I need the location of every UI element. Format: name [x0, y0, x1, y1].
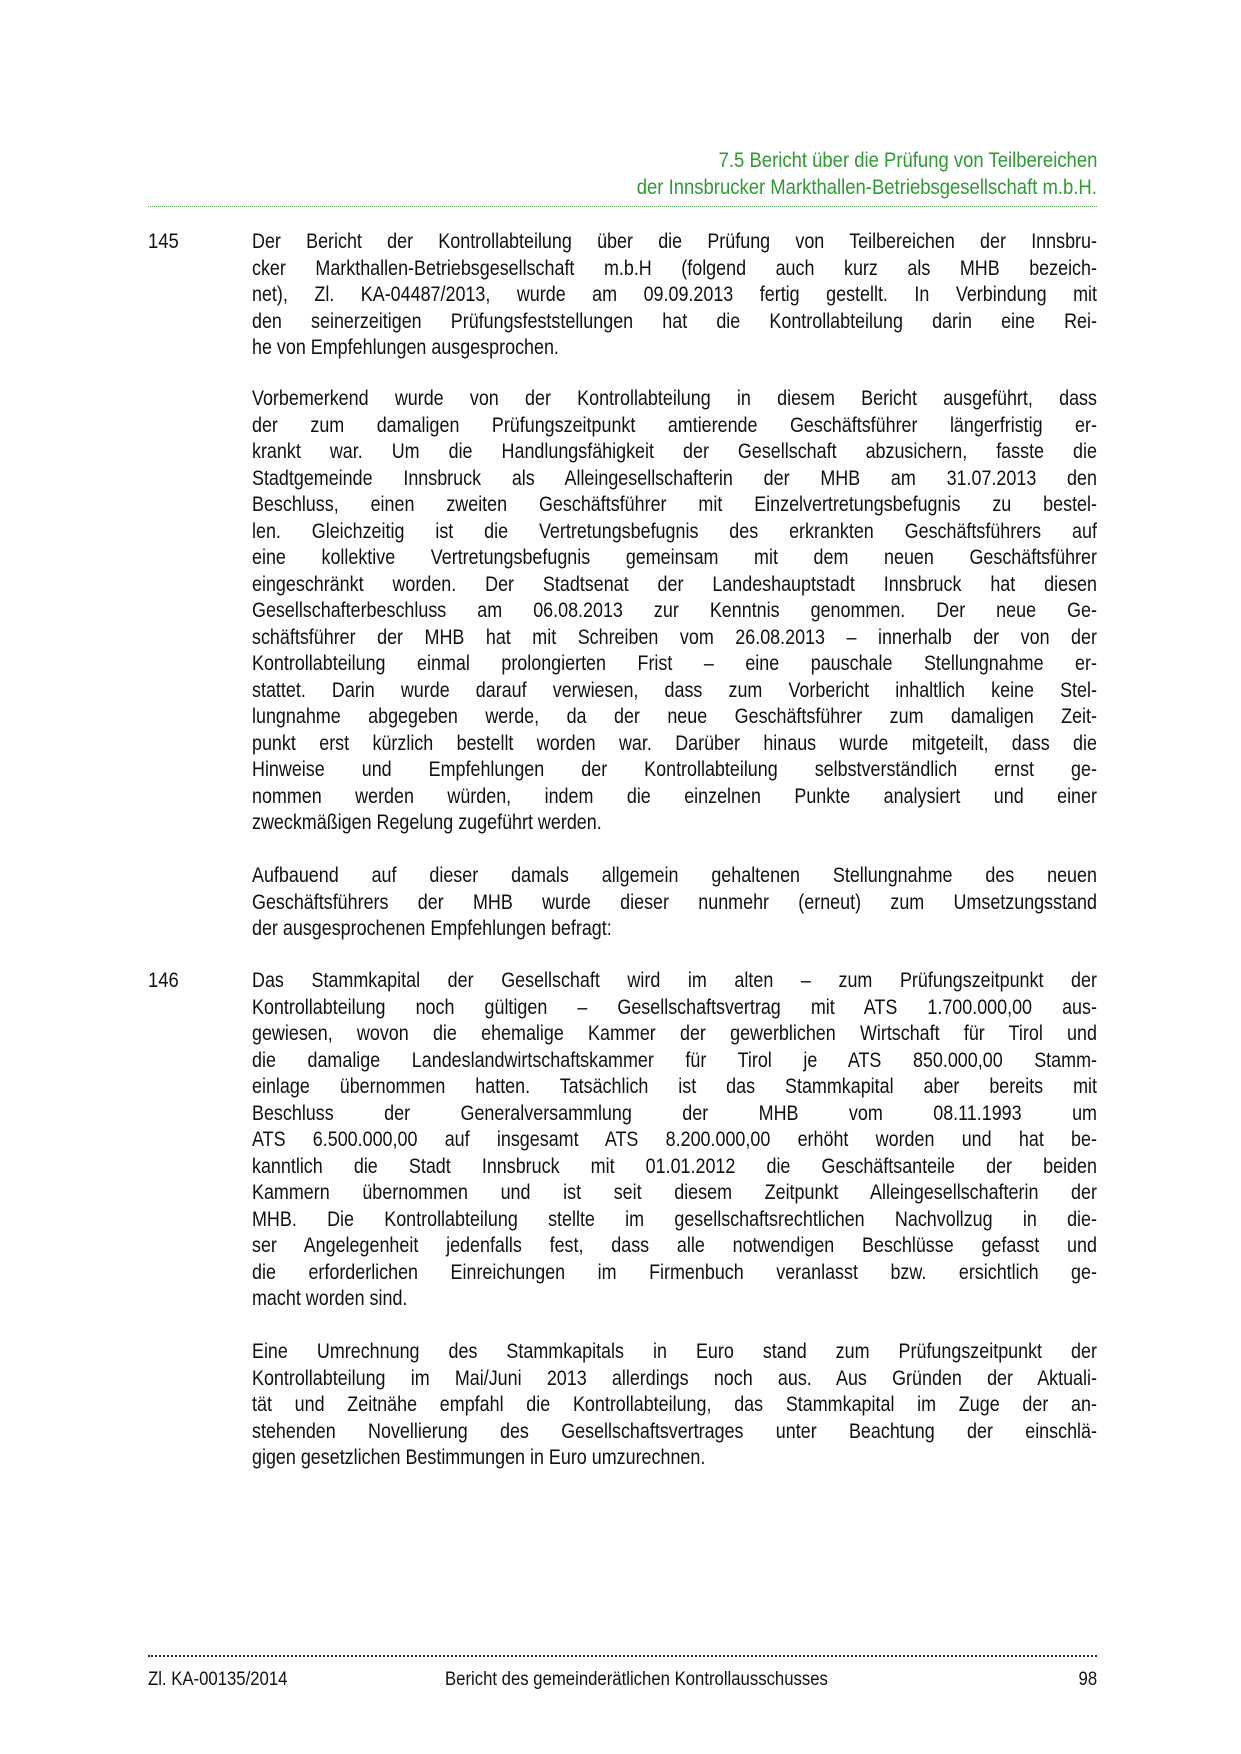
paragraph-number: 145 [148, 230, 179, 253]
text-line: he von Empfehlungen ausgesprochen. [252, 336, 559, 359]
section-heading-line-2: der Innsbrucker Markthallen-Betriebsgesellschaft m.b.H. [636, 176, 1097, 199]
text-line: schäftsführer der MHB hat mit Schreiben vom 26.08.2013 – innerhalb der von der [252, 625, 1097, 649]
text-line: Beschluss, einen zweiten Geschäftsführer mit Einzelvertretungsbefugnis zu bestel- [252, 493, 1097, 516]
text-line: Kammern übernommen und ist seit diesem Zeitpunkt Alleingesellschafterin der [252, 1181, 1097, 1204]
text-line: der ausgesprochenen Empfehlungen befragt: [252, 917, 612, 940]
paragraph [252, 229, 1097, 362]
text-line: MHB. Die Kontrollabteilung stellte im gesellschaftsrechtlichen Nachvollzug in die- [252, 1207, 1097, 1231]
text-line: Gesellschafterbeschluss am 06.08.2013 zur Kenntnis genommen. Der neue Ge- [252, 599, 1097, 622]
text-line: stattet. Darin wurde darauf verwiesen, dass zum Vorbericht inhaltlich keine Stel- [252, 678, 1097, 702]
header-divider [148, 206, 1097, 207]
text-line: Stadtgemeinde Innsbruck als Alleingesellschafterin der MHB am 31.07.2013 den [252, 466, 1097, 490]
text-line: stehenden Novellierung des Gesellschaftsvertrages unter Beachtung der einschlä- [252, 1419, 1097, 1443]
section-heading-line-1: 7.5 Bericht über die Prüfung von Teilbereichen [718, 149, 1097, 172]
text-line: krankt war. Um die Handlungsfähigkeit der Gesellschaft abzusichern, fasste die [252, 440, 1097, 463]
footer-divider [148, 1655, 1097, 1657]
text-line: Aufbauend auf dieser damals allgemein gehaltenen Stellungnahme des neuen [252, 864, 1097, 887]
text-line: len. Gleichzeitig ist die Vertretungsbefugnis des erkrankten Geschäftsführers auf [252, 519, 1097, 543]
text-line: cker Markthallen-Betriebsgesellschaft m.b.H (folgend auch kurz als MHB bezeich- [252, 256, 1097, 280]
text-line: gewiesen, wovon die ehemalige Kammer der gewerblichen Wirtschaft für Tirol und [252, 1022, 1097, 1045]
text-line: der zum damaligen Prüfungszeitpunkt amtierende Geschäftsführer längerfristig er- [252, 413, 1097, 437]
footer-title: Bericht des gemeinderätlichen Kontrollausschusses [445, 1669, 828, 1690]
text-line: eine kollektive Vertretungsbefugnis gemeinsam mit dem neuen Geschäftsführer [252, 546, 1097, 569]
text-line: ser Angelegenheit jedenfalls fest, dass alle notwendigen Beschlüsse gefasst und [252, 1234, 1097, 1257]
text-line: tät und Zeitnähe empfahl die Kontrollabteilung, das Stammkapital im Zuge der an- [252, 1393, 1097, 1416]
section-heading-2 [197, 174, 1097, 201]
text-line: Kontrollabteilung noch gültigen – Gesellschaftsvertrag mit ATS 1.700.000,00 aus- [252, 995, 1097, 1019]
text-line: ATS 6.500.000,00 auf insgesamt ATS 8.200.000,00 erhöht worden und hat be- [252, 1128, 1097, 1151]
text-line: Der Bericht der Kontrollabteilung über die Prüfung von Teilbereichen der Innsbru- [252, 230, 1097, 253]
text-line: Hinweise und Empfehlungen der Kontrollabteilung selbstverständlich ernst ge- [252, 758, 1097, 781]
paragraph-number: 146 [148, 969, 179, 992]
text-line: Das Stammkapital der Gesellschaft wird im alten – zum Prüfungszeitpunkt der [252, 969, 1097, 992]
text-line: macht worden sind. [252, 1287, 408, 1310]
text-line: den seinerzeitigen Prüfungsfeststellungen hat die Kontrollabteilung darin eine Rei- [252, 309, 1097, 333]
text-line: eingeschränkt worden. Der Stadtsenat der Landeshauptstadt Innsbruck hat diesen [252, 572, 1097, 596]
text-line: Geschäftsführers der MHB wurde dieser nunmehr (erneut) zum Umsetzungsstand [252, 890, 1097, 914]
footer-reference: Zl. KA-00135/2014 [148, 1669, 288, 1690]
text-line: Eine Umrechnung des Stammkapitals in Euro stand zum Prüfungszeitpunkt der [252, 1340, 1097, 1363]
text-line: Beschluss der Generalversammlung der MHB vom 08.11.1993 um [252, 1101, 1097, 1125]
text-line: lungnahme abgegeben werde, da der neue Geschäftsführer zum damaligen Zeit- [252, 705, 1097, 728]
text-line: kanntlich die Stadt Innsbruck mit 01.01.2012 die Geschäftsanteile der beiden [252, 1154, 1097, 1178]
text-line: zweckmäßigen Regelung zugeführt werden. [252, 811, 602, 834]
paragraph [252, 863, 1097, 943]
text-line: nommen werden würden, indem die einzelnen Punkte analysiert und einer [252, 784, 1097, 808]
text-line: net), Zl. KA-04487/2013, wurde am 09.09.2013 fertig gestellt. In Verbindung mit [252, 283, 1097, 306]
text-line: die damalige Landeslandwirtschaftskammer für Tirol je ATS 850.000,00 Stamm- [252, 1048, 1097, 1072]
text-line: gigen gesetzlichen Bestimmungen in Euro umzurechnen. [252, 1446, 706, 1469]
text-line: Kontrollabteilung einmal prolongierten Frist – eine pauschale Stellungnahme er- [252, 652, 1097, 675]
paragraph [252, 1339, 1097, 1472]
paragraph [252, 968, 1097, 1313]
section-heading [197, 147, 1097, 174]
paragraph [252, 386, 1097, 837]
text-line: die erforderlichen Einreichungen im Firmenbuch veranlasst bzw. ersichtlich ge- [252, 1260, 1097, 1284]
text-line: einlage übernommen hatten. Tatsächlich ist das Stammkapital aber bereits mit [252, 1075, 1097, 1098]
text-line: Vorbemerkend wurde von der Kontrollabteilung in diesem Bericht ausgeführt, dass [252, 387, 1097, 410]
text-line: Kontrollabteilung im Mai/Juni 2013 allerdings noch aus. Aus Gründen der Aktuali- [252, 1366, 1097, 1390]
page-number: 98 [1078, 1669, 1097, 1690]
text-line: punkt erst kürzlich bestellt worden war. Darüber hinaus wurde mitgeteilt, dass die [252, 731, 1097, 755]
